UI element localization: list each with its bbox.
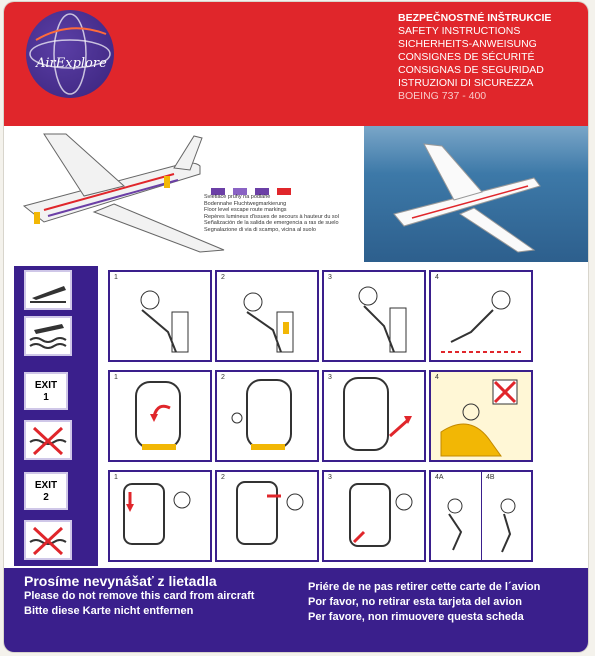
slide-jump-illustration — [431, 372, 531, 460]
legend-line: Señalización de la salida de emergencia a ras de suelo — [204, 220, 339, 226]
no-water-icon — [26, 422, 70, 458]
climb-out-illustration — [482, 472, 532, 560]
brace-position-illustration — [110, 272, 210, 360]
door-open-illustration — [217, 372, 317, 460]
title-spanish: CONSIGNAS DE SEGURIDAD — [398, 64, 544, 76]
panel-number: 3 — [328, 474, 332, 481]
climb-out-illustration — [431, 472, 481, 560]
airline-logo — [26, 10, 114, 98]
legend-line: Bodennahe Fluchtwegmarkierung — [204, 200, 287, 207]
footer-line: Por favor, no retirar esta tarjeta del avion — [308, 596, 522, 608]
exit-number: 2 — [43, 492, 49, 503]
title-slovak: BEZPEČNOSTNÉ INŠTRUKCIE — [398, 12, 552, 24]
exit-2-label — [24, 472, 68, 510]
instruction-panel — [322, 370, 426, 462]
panel-number: 4 — [435, 274, 439, 281]
header-titles — [398, 12, 578, 103]
instruction-panel — [215, 370, 319, 462]
panel-4a — [431, 472, 482, 560]
instruction-panel — [322, 270, 426, 362]
plane-on-water-illustration — [364, 126, 588, 262]
instruction-panel — [215, 470, 319, 562]
instruction-panel-split — [429, 470, 533, 562]
exit-number: 1 — [43, 392, 49, 403]
footer-left — [24, 574, 254, 619]
no-water-exit-2-box — [24, 520, 72, 560]
footer-line: Please do not remove this card from aircraft — [24, 590, 255, 602]
land-takeoff-icon-box — [24, 270, 72, 310]
water-landing-photo — [364, 126, 588, 262]
title-english: SAFETY INSTRUCTIONS — [398, 25, 521, 37]
title-german: SICHERHEITS-ANWEISUNG — [398, 38, 537, 50]
exit-1-row — [108, 370, 533, 462]
instruction-panel — [215, 270, 319, 362]
door-handle-illustration — [110, 372, 210, 460]
airline-name: AirExplore — [36, 56, 107, 71]
plane-landing-icon — [26, 272, 70, 308]
overwing-exit-illustration — [217, 472, 317, 560]
safety-card — [4, 2, 588, 652]
water-landing-icon-box — [24, 316, 72, 356]
panel-number: 2 — [221, 474, 225, 481]
instruction-panel — [429, 370, 533, 462]
panel-number: 2 — [221, 374, 225, 381]
exit-text: EXIT — [34, 480, 58, 491]
globe-icon — [26, 10, 114, 98]
footer-line: Per favore, non rimuovere questa scheda — [308, 611, 524, 623]
no-water-exit-1-box — [24, 420, 72, 460]
panel-number: 4B — [486, 474, 495, 481]
brace-position-illustration — [217, 272, 317, 360]
footer-line: Bitte diese Karte nicht entfernen — [24, 605, 194, 617]
legend-line: Floor level escape route markings — [204, 207, 287, 213]
footer-line: Priére de ne pas retirer cette carte de l´avion — [308, 581, 541, 593]
instruction-panel — [108, 270, 212, 362]
title-french: CONSIGNES DE SÉCURITÉ — [398, 51, 535, 63]
panel-4b — [482, 472, 532, 560]
instruction-panel — [322, 470, 426, 562]
panel-number: 1 — [114, 374, 118, 381]
no-water-icon — [26, 522, 70, 558]
waves-icon — [26, 318, 70, 354]
panel-number: 1 — [114, 274, 118, 281]
panel-number: 3 — [328, 274, 332, 281]
footer-line: Prosíme nevynášať z lietadla — [24, 573, 217, 589]
legend-line: Repères lumineux d'issues de secours à hauteur du sol — [204, 213, 339, 220]
brace-position-illustration — [324, 272, 424, 360]
legend-text — [204, 194, 364, 233]
exit-1-label — [24, 372, 68, 410]
overwing-exit-illustration — [110, 472, 210, 560]
instruction-panel — [108, 470, 212, 562]
panel-number: 4 — [435, 374, 439, 381]
title-italian: ISTRUZIONI DI SICUREZZA — [398, 77, 534, 89]
footer-right — [308, 580, 540, 625]
legend-line: Segnalazione di via di scampo, vicina al suolo — [204, 226, 316, 233]
exit-2-row — [108, 470, 533, 562]
instruction-panel — [108, 370, 212, 462]
instruction-panel — [429, 270, 533, 362]
panel-number: 4A — [435, 474, 444, 481]
exit-text: EXIT — [34, 380, 58, 391]
overwing-exit-illustration — [324, 472, 424, 560]
panel-number: 1 — [114, 474, 118, 481]
door-push-illustration — [324, 372, 424, 460]
brace-position-row — [108, 270, 533, 362]
panel-number: 3 — [328, 374, 332, 381]
panel-number: 2 — [221, 274, 225, 281]
crawl-to-exit-illustration — [431, 272, 531, 360]
legend-line: Svietiace pruhy na podlahe — [204, 194, 271, 200]
aircraft-model: BOEING 737 - 400 — [398, 90, 487, 102]
